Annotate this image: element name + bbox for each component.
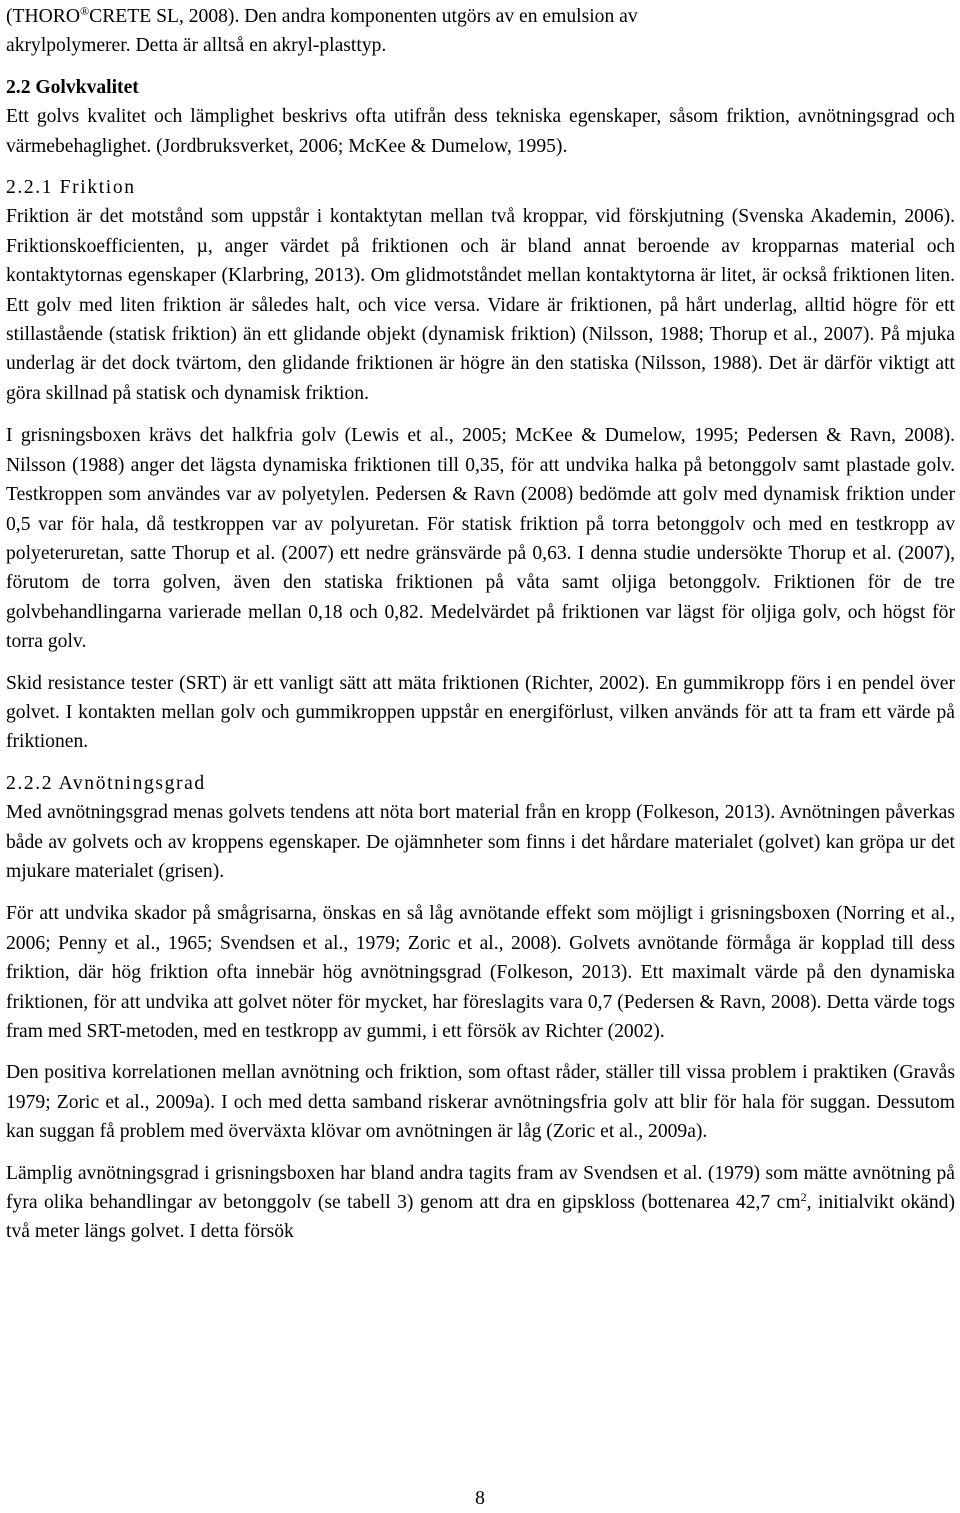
avnotning-paragraph-2: För att undvika skador på smågrisarna, önskas en så låg avnötande effekt som möjligt i grisningsboxen (Norring et al., 2006; Penny et al., 1965; Svendsen et al., 1979; Zoric et al., 2008). Golvets avnötande förmåga är kopplad till dess friktion, där hög friktion ofta innebär hög avnötningsgrad (Folkeson, 2013). Ett maximalt värde på den dynamiska friktionen, för att undvika att golvet nöter för mycket, har föreslagits vara 0,7 (Pedersen & Ravn, 2008). Detta värde togs fram med SRT-metoden, med en testkropp av gummi, i ett försök av Richter (2002).: [6, 903, 955, 1042]
avnotning-paragraph-4-tail: , initialvikt okänd) två meter längs golvet. I detta försök: [6, 1192, 955, 1243]
avnotning-paragraph-1: Med avnötningsgrad menas golvets tendens att nöta bort material från en kropp (Folkeson, 2013). Avnötningen påverkas både av golvets och av kroppens egenskaper. De ojämnheter som finns i det hårdare materialet (golvet) kan gröpa ur det mjukare materialet (grisen).: [6, 802, 955, 882]
intro-paragraph: [6, 2, 955, 61]
friktion-paragraph-2: I grisningsboxen krävs det halkfria golv (Lewis et al., 2005; McKee & Dumelow, 1995; Pedersen & Ravn, 2008). Nilsson (1988) anger det lägsta dynamiska friktionen till 0,35, för att undvika halka på betonggolv samt plastade golv. Testkroppen som användes var av polyetylen. Pedersen & Ravn (2008) bedömde att golv med dynamisk friktion under 0,5 var för hala, då testkroppen var av polyuretan. För statisk friktion på torra betonggolv och med en testkropp av polyeteruretan, satte Thorup et al. (2007) ett nedre gränsvärde på 0,63. I denna studie undersökte Thorup et al. (2007), förutom de torra golven, även den statiska friktionen på våta samt oljiga betonggolv. Friktionen för de tre golvbehandlingarna varierade mellan 0,18 och 0,82. Medelvärdet på friktionen var lägst för oljiga golv, och högst för torra golv.: [6, 425, 955, 653]
avnotning-paragraph-3: Den positiva korrelationen mellan avnötning och friktion, som oftast råder, ställer till vissa problem i praktiken (Gravås 1979; Zoric et al., 2009a). I och med detta samband riskerar avnötningsfria golv att blir för hala för suggan. Dessutom kan suggan få problem med överväxta klövar om avnötningen är låg (Zoric et al., 2009a).: [6, 1062, 955, 1143]
intro-text-start: (THORO: [6, 6, 81, 27]
squared-superscript: 2: [800, 1190, 807, 1205]
section-2-2-2-heading: 2.2.2 Avnötningsgrad: [6, 772, 206, 794]
document-page: [6, 2, 955, 1247]
intro-text-rest: CRETE SL, 2008). Den andra komponenten utgörs av en emulsion av: [89, 6, 638, 27]
page-number: 8: [475, 1488, 485, 1509]
section-2-2-heading: 2.2 Golvkvalitet: [6, 76, 139, 98]
registered-mark: ®: [80, 4, 90, 18]
section-2-2-paragraph: Ett golvs kvalitet och lämplighet beskrivs ofta utifrån dess tekniska egenskaper, såsom friktion, avnötningsgrad och värmebehaglighet. (Jordbruksverket, 2006; McKee & Dumelow, 1995).: [6, 106, 955, 157]
avnotning-paragraph-4-text: Lämplig avnötningsgrad i grisningsboxen har bland andra tagits fram av Svendsen et al. (1979) som mätte avnötning på fyra olika behandlingar av betonggolv (se tabell 3) genom att dra en gipskloss (bottenarea 42,7 cm: [6, 1162, 955, 1214]
section-2-2-1-heading: 2.2.1 Friktion: [6, 177, 136, 199]
friktion-paragraph-1: Friktion är det motstånd som uppstår i kontaktytan mellan två kroppar, vid förskjutning (Svenska Akademin, 2006). Friktionskoefficienten, µ, anger värdet på friktionen och är bland annat beroende av kropparnas material och kontaktytornas egenskaper (Klarbring, 2013). Om glidmotståndet mellan kontaktytorna är litet, är också friktionen liten. Ett golv med liten friktion är således halt, och vice versa. Vidare är friktionen, på hårt underlag, alltid högre för ett stillastående (statisk friktion) än ett glidande objekt (dynamisk friktion) (Nilsson, 1988; Thorup et al., 2007). På mjuka underlag är det dock tvärtom, den glidande friktionen är högre än den statiska (Nilsson, 1988). Det är därför viktigt att göra skillnad på statisk och dynamisk friktion.: [6, 206, 955, 404]
intro-line-1: [6, 2, 955, 31]
friktion-paragraph-3: Skid resistance tester (SRT) är ett vanligt sätt att mäta friktionen (Richter, 2002). En gummikropp förs i en pendel över golvet. I kontakten mellan golv och gummikroppen uppstår en energiförlust, vilken används för att ta fram ett värde på friktionen.: [6, 672, 955, 753]
avnotning-paragraph-4: [6, 1159, 955, 1247]
intro-line-2: akrylpolymerer. Detta är alltså en akryl-plasttyp.: [6, 35, 387, 57]
